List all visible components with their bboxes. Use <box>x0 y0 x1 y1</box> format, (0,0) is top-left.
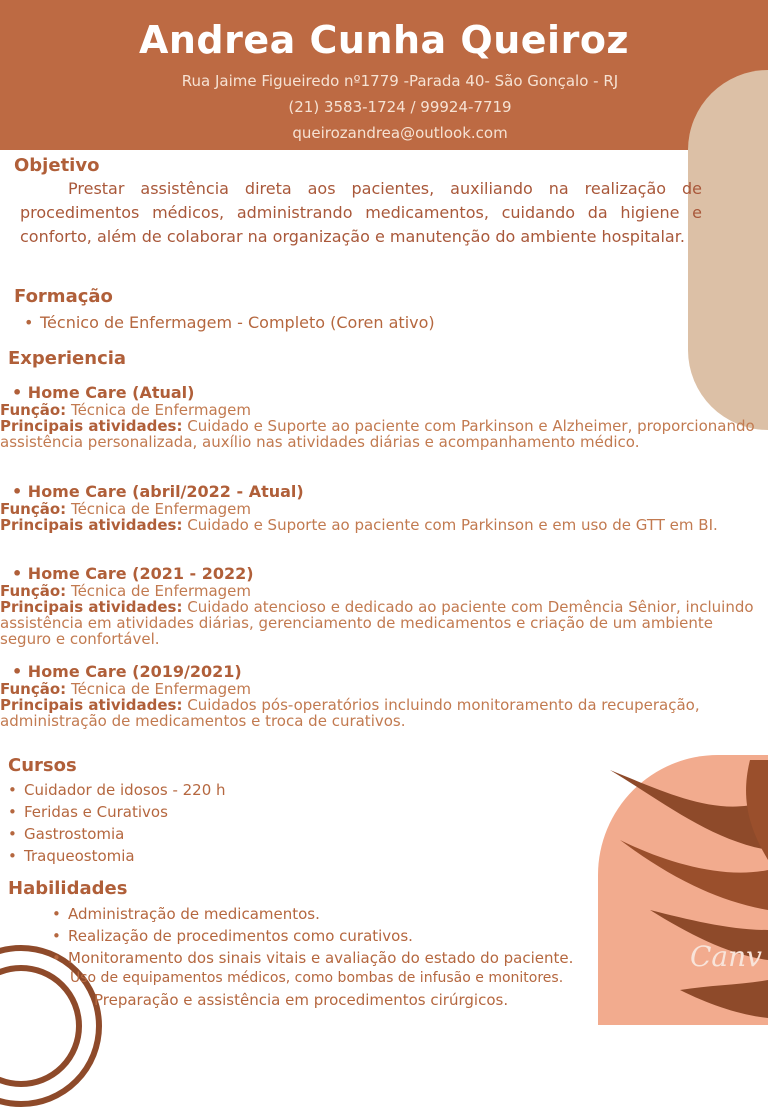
address: Rua Jaime Figueiredo nº1779 -Parada 40- São Gonçalo - RJ <box>181 72 619 90</box>
job-entry <box>0 663 760 729</box>
atividades-value: Cuidado atencioso e dedicado ao paciente com Demência Sênior, incluindo assistência em atividades diárias, gerenciamento de medicamentos e criação de um ambiente seguro e confortável. <box>0 598 754 648</box>
habilidade-extra: Uso de equipamentos médicos, como bombas de infusão e monitores. <box>70 970 564 986</box>
job-title: • Home Care (2019/2021) <box>12 663 760 681</box>
list-item: • Realização de procedimentos como curativos. <box>48 925 573 947</box>
funcao-value: Técnica de Enfermagem <box>70 680 252 698</box>
list-item: • Feridas e Curativos <box>4 801 226 823</box>
phone: (21) 3583-1724 / 99924-7719 <box>288 98 512 116</box>
job-title: • Home Care (2021 - 2022) <box>12 565 760 583</box>
list-item: • Técnico de Enfermagem - Completo (Coren ativo) <box>20 312 435 334</box>
funcao-label: Função: <box>0 500 67 518</box>
funcao-value: Técnica de Enfermagem <box>70 401 252 419</box>
habilidade-extra: Preparação e assistência em procedimentos cirúrgicos. <box>94 991 509 1009</box>
atividades-value: Cuidado e Suporte ao paciente com Parkinson e Alzheimer, proporcionando assistência personalizada, auxílio nas atividades diárias e acompanhamento médico. <box>0 417 755 451</box>
habilidades-title: Habilidades <box>8 878 128 899</box>
job-entry <box>0 565 760 647</box>
job-title: • Home Care (abril/2022 - Atual) <box>12 483 760 501</box>
objetivo-text: Prestar assistência direta aos pacientes, auxiliando na realização de procedimentos médicos, administrando medicamentos, cuidando da higiene e conforto, além de colaborar na organização e manutenção do ambiente hospitalar. <box>20 179 702 246</box>
list-item: • Gastrostomia <box>4 823 226 845</box>
job-title: • Home Care (Atual) <box>12 384 760 402</box>
atividades-value: Cuidados pós-operatórios incluindo monitoramento da recuperação, administração de medicamentos e troca de curativos. <box>0 696 700 730</box>
cursos-title: Cursos <box>8 755 77 776</box>
habilidades-list <box>48 903 573 969</box>
decorative-blob-right <box>688 70 768 430</box>
objetivo-title: Objetivo <box>14 155 100 176</box>
experiencia-title: Experiencia <box>8 348 127 369</box>
candidate-name: Andrea Cunha Queiroz <box>138 18 630 62</box>
funcao-value: Técnica de Enfermagem <box>70 500 252 518</box>
funcao-label: Função: <box>0 680 67 698</box>
job-entry <box>0 483 760 533</box>
funcao-label: Função: <box>0 401 67 419</box>
email: queirozandrea@outlook.com <box>292 124 508 142</box>
atividades-label: Principais atividades: <box>0 696 183 714</box>
watermark-text: Canv <box>690 940 762 973</box>
atividades-value: Cuidado e Suporte ao paciente com Parkinson e em uso de GTT em BI. <box>187 516 718 534</box>
formacao-title: Formação <box>14 286 113 307</box>
atividades-label: Principais atividades: <box>0 598 183 616</box>
list-item: • Traqueostomia <box>4 845 226 867</box>
list-item: • Cuidador de idosos - 220 h <box>4 779 226 801</box>
atividades-label: Principais atividades: <box>0 516 183 534</box>
job-entry <box>0 384 760 450</box>
funcao-value: Técnica de Enfermagem <box>70 582 252 600</box>
header-banner <box>0 0 768 150</box>
leaf-decoration-icon <box>600 760 768 1024</box>
cursos-list <box>4 779 226 867</box>
funcao-label: Função: <box>0 582 67 600</box>
list-item: • Monitoramento dos sinais vitais e avaliação do estado do paciente. <box>48 947 573 969</box>
atividades-label: Principais atividades: <box>0 417 183 435</box>
list-item: • Administração de medicamentos. <box>48 903 573 925</box>
formacao-list <box>20 312 435 334</box>
